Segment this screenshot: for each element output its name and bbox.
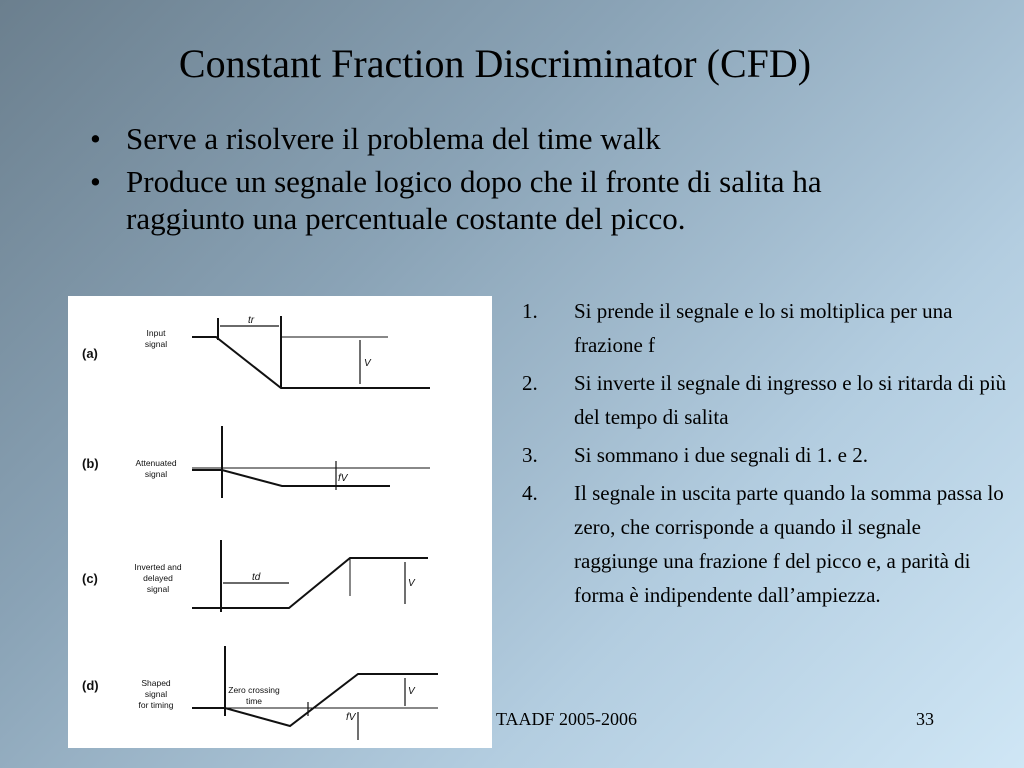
cfd-waveform-figure: [68, 296, 492, 748]
bullet-marker: •: [90, 121, 101, 156]
bullet-list: [84, 120, 904, 243]
bullet-item: [84, 163, 904, 237]
step-number: 2.: [522, 371, 538, 395]
bullet-text: Produce un segnale logico dopo che il fronte di salita ha raggiunto una percentuale costante del picco.: [126, 164, 822, 236]
step-item: [520, 476, 1010, 612]
shaped-signal-trace: [192, 674, 438, 726]
panel-c-label-line: Inverted and: [134, 562, 182, 572]
step-text: Si sommano i due segnali di 1. e 2.: [574, 443, 868, 467]
zero-crossing-label-line: Zero crossing: [228, 685, 280, 695]
step-item: [520, 366, 1010, 434]
d-fv-mark: fV: [346, 712, 356, 723]
c-v-mark: V: [408, 578, 415, 589]
step-number: 1.: [522, 299, 538, 323]
panel-c-label-line: delayed: [143, 573, 173, 583]
b-fv-mark: fV: [338, 473, 348, 484]
waveform-diagram: [68, 296, 492, 748]
step-item: [520, 438, 1010, 472]
panel-b-label-line: signal: [144, 469, 168, 479]
step-text: Si inverte il segnale di ingresso e lo si ritarda di più del tempo di salita: [574, 371, 1007, 429]
panel-c-id: (c): [82, 571, 98, 586]
footer-course-label: TAADF 2005-2006: [496, 709, 638, 729]
step-item: [520, 294, 1010, 362]
panel-a-label-line: signal: [144, 339, 168, 349]
panel-b-label-line: Attenuated: [135, 458, 177, 468]
d-v-mark: V: [408, 686, 415, 697]
panel-d-id: (d): [82, 678, 99, 693]
input-signal-trace: [192, 337, 430, 388]
bullet-marker: •: [90, 164, 101, 199]
panel-a-label-line: Input: [146, 328, 166, 338]
panel-d-label-line: for timing: [138, 700, 174, 710]
panel-b-id: (b): [82, 456, 99, 471]
bullet-item: [84, 120, 904, 157]
bullet-text: Serve a risolvere il problema del time walk: [126, 121, 661, 156]
step-number: 3.: [522, 443, 538, 467]
tr-mark: tr: [248, 315, 255, 326]
panel-d-label-line: signal: [144, 689, 168, 699]
slide-title: Constant Fraction Discriminator (CFD): [178, 41, 812, 86]
step-number: 4.: [522, 481, 538, 505]
page-number: 33: [916, 709, 934, 729]
panel-a-id: (a): [82, 346, 98, 361]
a-v-mark: V: [364, 358, 371, 369]
panel-c-label-line: signal: [146, 584, 170, 594]
step-text: Il segnale in uscita parte quando la somma passa lo zero, che corrisponde a quando il segnale raggiunge una frazione f del picco e, a parità di forma è indipendente dall’ampiezza.: [574, 481, 1004, 607]
panel-d-label-line: Shaped: [141, 678, 171, 688]
td-mark: td: [252, 572, 261, 583]
step-text: Si prende il segnale e lo si moltiplica per una frazione f: [574, 299, 953, 357]
zero-crossing-label-line: time: [245, 696, 263, 706]
step-list: [520, 294, 1010, 616]
